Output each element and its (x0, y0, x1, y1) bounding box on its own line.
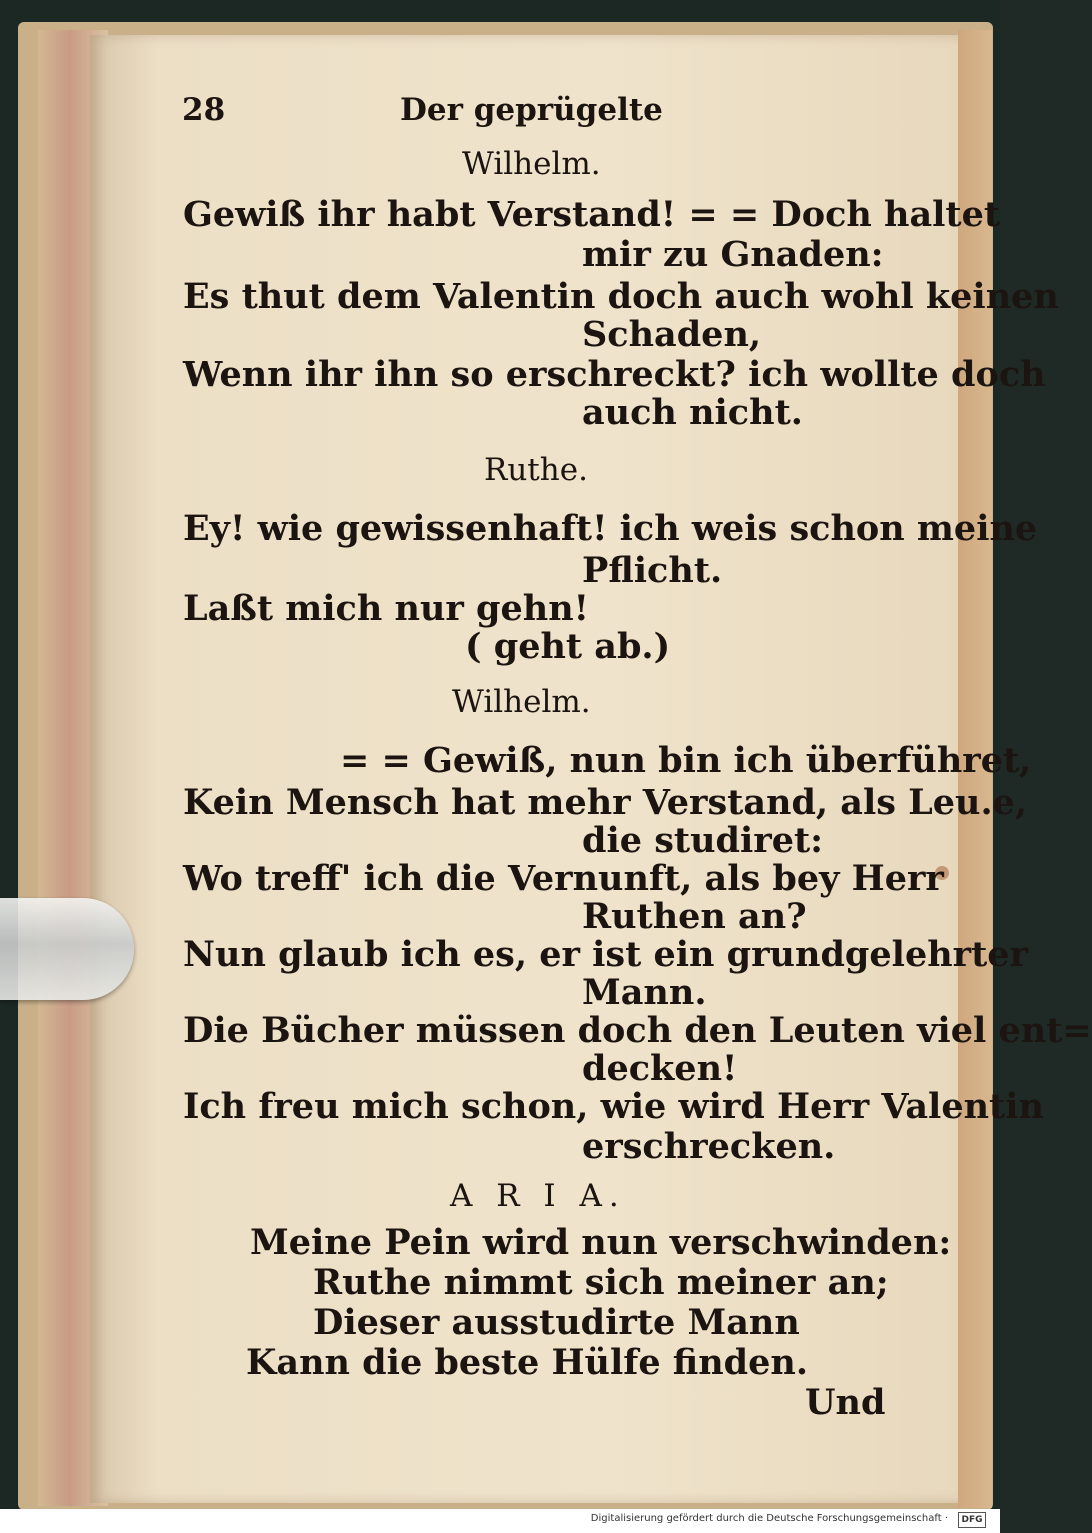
verse-line: Pflicht. (582, 550, 723, 591)
verse-line: = = Gewiß, nun bin ich überführet, (340, 740, 1032, 781)
verse-line: Die Bücher müssen doch den Leuten viel ent= (183, 1010, 1092, 1051)
verse-line: Gewiß ihr habt Verstand! = = Doch haltet (183, 194, 1001, 235)
verse-line: die studiret: (582, 820, 824, 861)
verse-line: Mann. (582, 972, 707, 1013)
speaker-name: Wilhelm. (462, 146, 601, 182)
aria-line: Ruthe nimmt sich meiner an; (313, 1262, 889, 1303)
speaker-name: Ruthe. (484, 452, 588, 488)
aria-line: Dieser ausstudirte Mann (313, 1302, 800, 1343)
verse-line: Laßt mich nur gehn! (183, 588, 590, 629)
speaker-name: Wilhelm. (452, 684, 591, 720)
verse-line: Ruthen an? (582, 896, 807, 937)
verse-line: mir zu Gnaden: (582, 234, 884, 275)
verse-line: Nun glaub ich es, er ist ein grundgelehrter (183, 934, 1028, 975)
page-number: 28 (182, 92, 226, 128)
verse-line: Wo treff' ich die Vernunft, als bey Herr (183, 858, 944, 899)
aria-heading: A R I A. (450, 1178, 626, 1214)
dfg-logo: DFG (958, 1512, 986, 1528)
verse-line: decken! (582, 1048, 738, 1089)
verse-line: Es thut dem Valentin doch auch wohl keinen (183, 276, 1059, 317)
running-title: Der geprügelte (400, 92, 663, 128)
verse-line: erschrecken. (582, 1126, 836, 1167)
stage-direction: ( geht ab.) (465, 626, 671, 667)
verse-line: Ey! wie gewissenhaft! ich weis schon meine (183, 508, 1038, 549)
funding-notice: Digitalisierung gefördert durch die Deutsche Forschungsgemeinschaft · (590, 1513, 948, 1524)
aria-line: Kann die beste Hülfe finden. (246, 1342, 809, 1383)
verse-line: auch nicht. (582, 392, 803, 433)
verse-line: Wenn ihr ihn so erschreckt? ich wollte doch (183, 354, 1046, 395)
page-clip (0, 898, 134, 1000)
verse-line: Kein Mensch hat mehr Verstand, als Leu.e, (183, 782, 1028, 823)
aria-line: Meine Pein wird nun verschwinden: (250, 1222, 952, 1263)
verse-line: Schaden, (582, 314, 762, 355)
verse-line: Ich freu mich schon, wie wird Herr Valentin (183, 1086, 1044, 1127)
catchword: Und (805, 1382, 886, 1423)
